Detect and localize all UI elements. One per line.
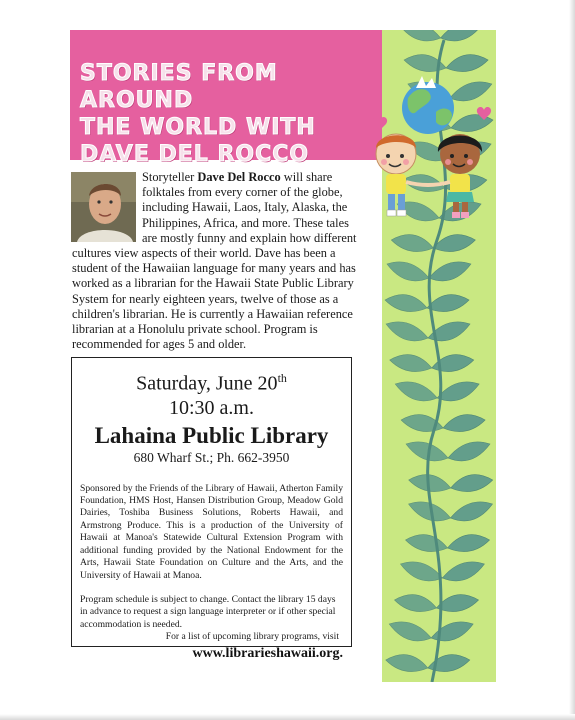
website-link[interactable] [80,645,343,663]
website-url: www.librarieshawaii.org [192,645,340,661]
vine-leaf [451,502,493,521]
vine-leaf [406,535,448,552]
vine-leaf [390,355,432,372]
vine-leaf [395,382,437,401]
description-intro: Storyteller [142,170,198,184]
vine-leaf [448,442,490,461]
children-illustration [356,36,516,226]
vine-leaf [437,382,479,401]
event-address: 680 Wharf St.; Ph. 662-3950 [133,449,290,465]
vine-leaf [429,262,471,281]
sponsors-text: Sponsored by the Friends of the Library of Hawaii, Atherton Family Foundation, HMS Host, Hansen Distribution Group, Meadow Gold Dairies, Toshiba Business Solutions, Roberts Hawaii, and Armstrong Produce. This is a production of the University of Hawaii at Manoa's Statewide Cultural Extension Program with additional funding provided by the National Endowment for the Arts, Hawaii State Foundation on Culture and the Arts, and the University of Hawaii at Manoa. [80,482,343,581]
girl-figure [438,134,482,218]
vine-leaf [448,535,490,552]
vine-leaf [437,595,479,612]
globe-icon [402,76,454,134]
vine-leaf [395,595,437,612]
title-line-2: THE WORLD WITH [80,115,316,140]
event-date-suffix: th [277,371,287,385]
title-line-3: DAVE DEL ROCCO [80,142,310,167]
title-line-1: STORIES FROM AROUND [80,61,278,113]
vine-leaf [433,235,475,252]
vine-leaf [391,235,433,252]
vine-leaf [389,622,431,641]
description-body: will share folktales from every corner of the globe, including Hawaii, Laos, Italy, Alaska, the Philippines, Africa, and more. These tales are mostly funny and explain how different cultures view aspects of their world. Dave has been a student of the Hawaiian language for many years and has worked as a librarian for the Hawaii State Public Library System for nearly eighteen years, twelve of those as a children's librarian. He is currently a Hawaiian reference librarian at a Honolulu private school. Program is recommended for ages 5 and older. [72,170,357,352]
vine-leaf [427,295,469,312]
event-time: 10:30 a.m. [169,396,254,419]
vine-leaf [443,415,485,432]
website-period: . [339,645,343,661]
event-date [80,366,343,396]
vine-leaf [386,322,428,341]
page-shadow-bottom [0,714,575,720]
vine-leaf [451,475,493,492]
event-date-text: Saturday, June 20 [136,372,278,395]
vine-leaf [386,655,428,672]
storyteller-name: Dave Del Rocco [197,170,281,184]
event-venue: Lahaina Public Library [94,422,329,448]
vine-leaf [442,562,484,581]
upcoming-programs-text: For a list of upcoming library programs, visit [165,631,339,643]
schedule-notice: Program schedule is subject to change. Contact the library 15 days in advance to request a sign language interpreter or if other special accommodation is needed. [80,593,336,630]
portrait-spacer [72,170,142,242]
page-shadow-right [569,0,575,720]
program-description [72,170,360,352]
vine-leaf [400,562,442,581]
title-banner [70,30,382,167]
vine-leaf [385,295,427,312]
vine-leaf [387,262,429,281]
event-details-box [71,357,352,661]
boy-figure [376,134,416,216]
